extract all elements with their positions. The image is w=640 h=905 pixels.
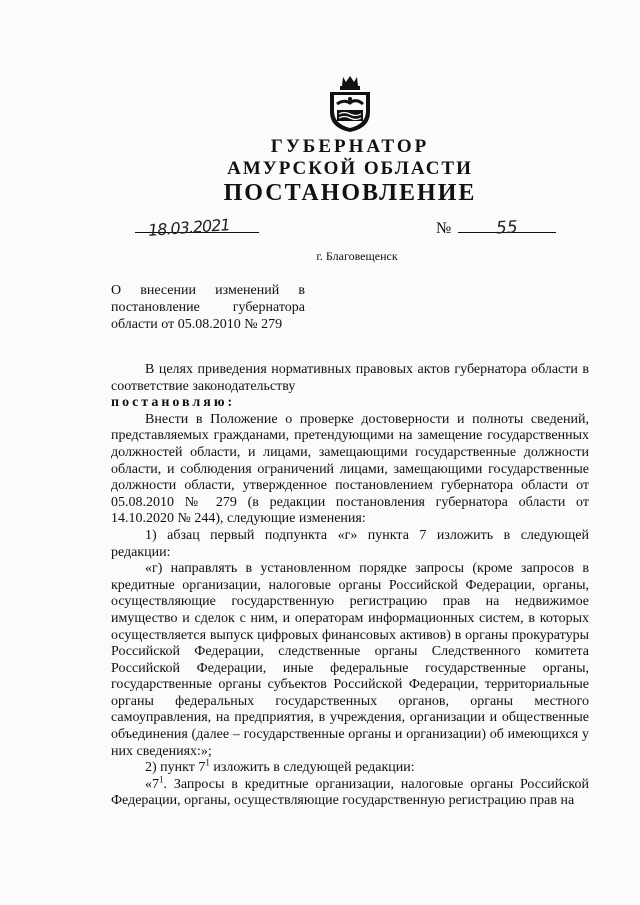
- body-paragraph-2: 1) абзац первый подпункта «г» пункта 7 изложить в следующей редакции:: [111, 527, 589, 560]
- body-paragraph-4: 2) пункт $7^1$ изложить в следующей редакции:: [145, 757, 415, 776]
- issuer-title: ГУБЕРНАТОР: [270, 136, 430, 157]
- document-body: [111, 362, 589, 810]
- coat-of-arms-emblem: [326, 74, 374, 134]
- decree-word: постановляю:: [111, 395, 236, 411]
- city-name: г. Благовещенск: [316, 249, 398, 263]
- document-date: 18.03.2021: [147, 215, 231, 240]
- body-paragraph-1: Внести в Положение о проверке достоверности и полноты сведений, представляемых гражданами, претендующими на замещение государственных должностей области, и лицами, замещающими государственные должности области, и соблюдения ограничений лицами, замещающими государственные должности области, утвержденное постановлением губернатора области от 05.08.2010 № 279 (в редакции постановления губернатора области от 14.10.2020 № 244), следующие изменения:: [111, 411, 589, 527]
- document-subject: О внесении изменений в постановление губернатора области от 05.08.2010 № 279: [111, 283, 305, 332]
- body-paragraph-5: «$7^1$. Запросы в кредитные организации, налоговые органы Российской Федерации, органы, осуществляющие государственную регистрацию прав на: [111, 774, 589, 809]
- preamble-paragraph: В целях приведения нормативных правовых актов губернатора области в соответствие законодательству: [111, 362, 589, 394]
- document-number: 55: [495, 217, 519, 239]
- number-label: №: [436, 220, 452, 237]
- issuer-region: АМУРСКОЙ ОБЛАСТИ: [227, 158, 473, 179]
- document-type-title: ПОСТАНОВЛЕНИЕ: [223, 180, 477, 206]
- body-paragraph-3: «г) направлять в установленном порядке запросы (кроме запросов в кредитные организации, налоговые органы Российской Федерации, органы, осуществляющие государственную регистрацию прав на недвижимое имущество и сделок с ним, и операторам информационных систем, в которых осуществляется выпуск цифровых финансовых активов) в органы прокуратуры Российской Федерации, следственные органы Следственного комитета Российской Федерации, иные федеральные государственные органы, государственные органы субъектов Российской Федерации, территориальные органы федеральных государственных органов, органы местного самоуправления, на предприятия, в учреждения, организации и общественные объединения (далее – государственные органы и организации) об имеющихся у них сведениях:»;: [111, 561, 589, 759]
